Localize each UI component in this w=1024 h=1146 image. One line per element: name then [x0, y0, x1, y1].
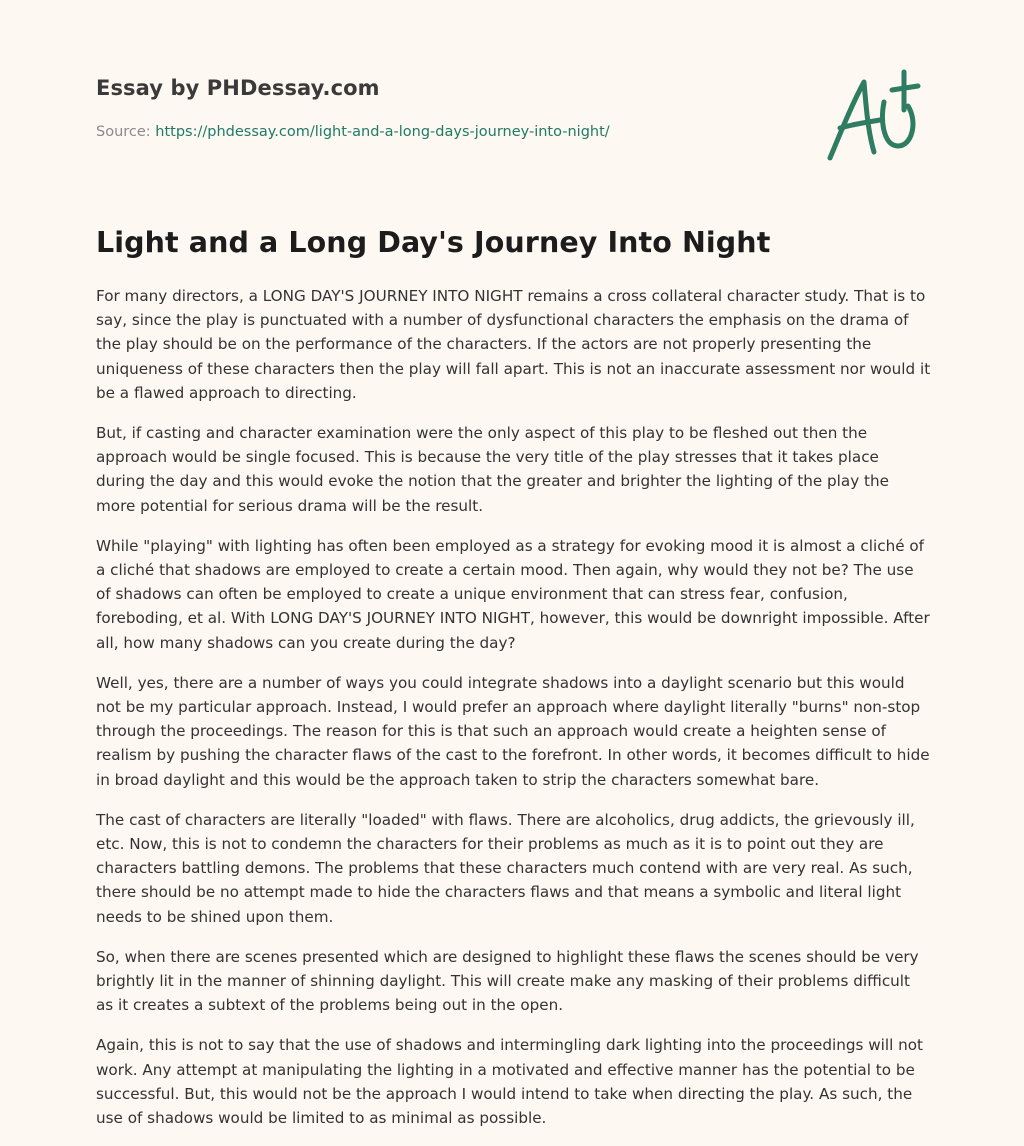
- article-body: [96, 284, 932, 1146]
- article-title: Light and a Long Day's Journey Into Night: [96, 226, 771, 259]
- paragraph: So, when there are scenes presented which are designed to highlight these flaws the scenes should be very brightly lit in the manner of shinning daylight. This will create make any masking of their problems difficult as it creates a subtext of the problems being out in the open.: [96, 947, 919, 1015]
- a-plus-grade-icon: [818, 66, 928, 166]
- source-line: [96, 124, 610, 140]
- source-label: Source:: [96, 124, 156, 140]
- paragraph: Well, yes, there are a number of ways you could integrate shadows into a daylight scenario but this would not be my particular approach. Instead, I would prefer an approach where daylight literally "burns" non-stop through the proceedings. The reason for this is that such an approach would create a heighten sense of realism by pushing the character flaws of the cast to the forefront. In other words, it becomes difficult to hide in broad daylight and this would be the approach taken to strip the characters somewhat bare.: [96, 673, 930, 789]
- paragraph: The cast of characters are literally "loaded" with flaws. There are alcoholics, drug addicts, the grievously ill, etc. Now, this is not to condemn the characters for their problems as much as it is to point out they are characters battling demons. The problems that these characters much contend with are very real. As such, there should be no attempt made to hide the characters flaws and that means a symbolic and literal light needs to be shined upon them.: [96, 810, 915, 926]
- site-brand: Essay by PHDessay.com: [96, 76, 380, 100]
- paragraph: But, if casting and character examination were the only aspect of this play to be fleshed out then the approach would be single focused. This is because the very title of the play stresses that it takes place during the day and this would evoke the notion that the greater and brighter the lighting of the play the more potential for serious drama will be the result.: [96, 424, 889, 515]
- paragraph: For many directors, a LONG DAY'S JOURNEY INTO NIGHT remains a cross collateral character study. That is to say, since the play is punctuated with a number of dysfunctional characters the emphasis on the drama of the play should be on the performance of the characters. If the actors are not properly presenting the uniqueness of these characters then the play will fall apart. This is not an inaccurate assessment nor would it be a flawed approach to directing.: [96, 287, 931, 402]
- paragraph: While "playing" with lighting has often been employed as a strategy for evoking mood it is almost a cliché of a cliché that shadows are employed to create a certain mood. Then again, why would they not be? The use of shadows can often be employed to create a unique environment that can stress fear, confusion, foreboding, et al. With LONG DAY'S JOURNEY INTO NIGHT, however, this would be downright impossible. After all, how many shadows can you create during the day?: [96, 536, 930, 652]
- paragraph: Again, this is not to say that the use of shadows and intermingling dark lighting into the proceedings will not work. Any attempt at manipulating the lighting in a motivated and effective manner has the potential to be successful. But, this would not be the approach I would intend to take when directing the play. As such, the use of shadows would be limited to as minimal as possible.: [96, 1036, 924, 1128]
- source-link[interactable]: https://phdessay.com/light-and-a-long-days-journey-into-night/: [155, 124, 610, 140]
